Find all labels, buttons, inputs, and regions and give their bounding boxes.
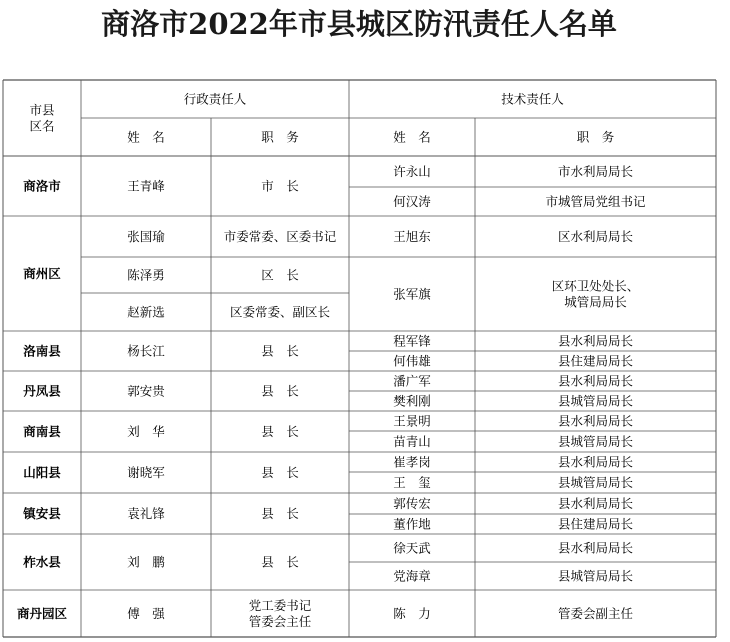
admin-person-name: 刘 鹏 (127, 554, 165, 570)
tech-person-position: 县住建局局长 (557, 353, 634, 369)
tech-person-position: 市水利局局长 (557, 164, 634, 179)
tech-person-name: 徐天武 (393, 540, 431, 556)
city-column-header: 区名 (29, 118, 55, 134)
tech-person-name: 潘广军 (393, 373, 431, 389)
tech-person-position: 县水利局局长 (557, 540, 634, 556)
city-name: 商南县 (23, 424, 61, 439)
tech-person-name: 郭传宏 (393, 496, 431, 511)
admin-person-position: 市 长 (261, 178, 299, 194)
tech-person-position: 县水利局局长 (557, 413, 634, 429)
admin-person-position: 县 长 (261, 465, 299, 480)
tech-person-position: 县住建局局长 (557, 516, 634, 532)
tech-person-position: 县水利局局长 (557, 333, 634, 349)
tech-person-name: 王旭东 (393, 229, 431, 244)
tech-person-name: 苗青山 (393, 434, 431, 449)
admin-person-position: 市委常委、区委书记 (223, 229, 337, 244)
admin-person-name: 刘 华 (127, 424, 165, 439)
tech-person-position: 管委会副主任 (557, 606, 634, 621)
city-name: 镇安县 (23, 506, 61, 521)
tech-person-position: 县城管局局长 (557, 568, 634, 584)
admin-person-name: 谢晓军 (127, 465, 165, 480)
tech-person-position: 县城管局局长 (557, 393, 634, 409)
tech-person-position: 县城管局局长 (557, 475, 634, 490)
tech-person-name: 樊利刚 (393, 393, 431, 409)
city-name: 柞水县 (23, 554, 61, 570)
tech-position-header: 职 务 (576, 129, 615, 145)
tech-person-position: 城管局局长 (564, 294, 627, 310)
tech-person-name: 何汉涛 (393, 194, 431, 209)
admin-person-name: 袁礼锋 (127, 506, 165, 521)
tech-person-position: 区水利局局长 (557, 229, 634, 244)
admin-name-header: 姓 名 (127, 129, 165, 145)
admin-person-position: 县 长 (261, 383, 299, 399)
city-name: 商丹园区 (16, 606, 68, 621)
admin-person-position: 区委常委、副区长 (229, 304, 331, 320)
admin-position-header: 职 务 (261, 129, 299, 145)
tech-person-name: 党海章 (393, 568, 431, 584)
tech-person-name: 程军锋 (393, 333, 431, 349)
city-name: 洛南县 (23, 343, 61, 359)
admin-person-name: 郭安贵 (127, 383, 165, 399)
page-title: 商洛市2022年市县城区防汛责任人名单 (101, 7, 617, 41)
admin-person-position: 县 长 (261, 554, 299, 570)
tech-person-position: 县水利局局长 (557, 373, 634, 389)
tech-person-position: 县水利局局长 (557, 454, 634, 470)
admin-person-name: 傅 强 (127, 606, 165, 621)
tech-person-name: 陈 力 (393, 606, 431, 621)
city-name: 丹凤县 (23, 383, 61, 399)
admin-person-position: 管委会主任 (248, 614, 312, 629)
admin-person-position: 党工委书记 (248, 598, 312, 613)
tech-group-header: 技术责任人 (501, 91, 564, 107)
admin-person-name: 张国瑜 (127, 229, 165, 244)
admin-person-position: 县 长 (261, 506, 299, 521)
admin-person-name: 陈泽勇 (127, 267, 165, 283)
tech-person-position: 区环卫处处长、 (551, 278, 640, 294)
city-name: 商洛市 (23, 178, 61, 194)
admin-person-position: 区 长 (261, 267, 299, 283)
tech-person-name: 王 玺 (393, 475, 431, 490)
admin-person-name: 杨长江 (127, 343, 165, 359)
tech-person-name: 许永山 (393, 164, 431, 179)
admin-person-name: 王青峰 (127, 178, 165, 194)
admin-group-header: 行政责任人 (183, 91, 247, 107)
tech-name-header: 姓 名 (393, 129, 431, 145)
tech-person-name: 崔孝岗 (393, 454, 431, 470)
tech-person-position: 市城管局党组书记 (545, 194, 646, 209)
admin-person-name: 赵新选 (127, 304, 165, 320)
admin-person-position: 县 长 (261, 343, 299, 359)
city-name: 商州区 (23, 266, 61, 281)
tech-person-position: 县城管局局长 (557, 434, 634, 449)
tech-person-name: 王景明 (393, 413, 431, 429)
tech-person-name: 张军旗 (393, 286, 431, 302)
tech-person-name: 何伟雄 (393, 353, 431, 369)
admin-person-position: 县 长 (261, 424, 299, 439)
tech-person-name: 董作地 (393, 516, 431, 532)
tech-person-position: 县水利局局长 (557, 496, 634, 511)
city-name: 山阳县 (23, 465, 61, 480)
city-column-header: 市县 (29, 102, 55, 118)
